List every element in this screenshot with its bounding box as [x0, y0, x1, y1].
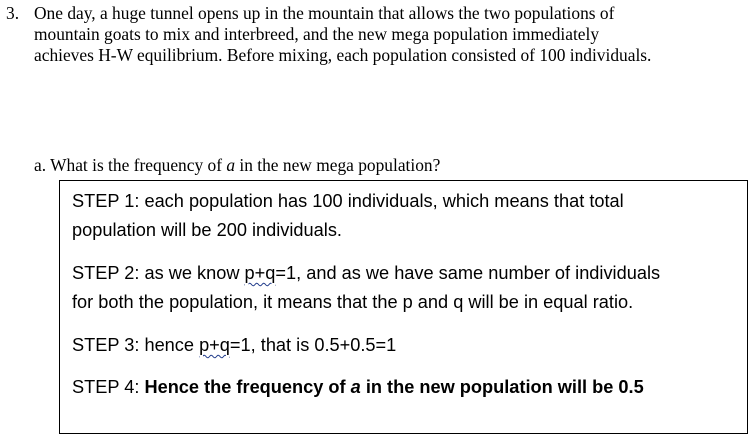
answer-box — [59, 180, 748, 434]
step-2-line-2: for both the population, it means that the p and q will be in equal ratio. — [72, 292, 634, 312]
step-4-line — [72, 373, 644, 402]
step-4 — [72, 373, 644, 402]
step-3-equation: p+q — [199, 335, 230, 355]
question-text — [34, 3, 749, 66]
step-4-answer-variable: a — [350, 377, 361, 397]
step-2-text-before: STEP 2: as we know — [72, 263, 245, 283]
step-1 — [72, 187, 624, 245]
question-number: 3. — [6, 3, 20, 23]
step-1-line-1: STEP 1: each population has 100 individuals, which means that total — [72, 191, 624, 211]
step-4-answer — [144, 377, 643, 397]
question-line-2: mountain goats to mix and interbreed, and the new mega population immediately — [34, 24, 600, 44]
step-4-answer-after: in the new population will be 0.5 — [360, 377, 644, 397]
step-3-text-before: STEP 3: hence — [72, 335, 200, 355]
step-4-label: STEP 4: — [72, 377, 145, 397]
sub-question-variable: a — [226, 155, 236, 175]
sub-question-prefix: a. What is the frequency of — [34, 155, 227, 175]
step-3 — [72, 331, 396, 360]
step-3-line — [72, 331, 396, 360]
step-2-equation: p+q — [244, 263, 276, 283]
question-line-3: achieves H-W equilibrium. Before mixing, each population consisted of 100 individuals. — [34, 45, 652, 65]
step-1-line-2: population will be 200 individuals. — [72, 220, 342, 240]
step-3-text-after: =1, that is 0.5+0.5=1 — [229, 335, 397, 355]
sub-question-suffix: in the new mega population? — [235, 155, 441, 175]
step-4-answer-before: Hence the frequency of — [144, 377, 351, 397]
question-line-1: One day, a huge tunnel opens up in the mountain that allows the two populations of — [34, 3, 615, 23]
step-2-line-1 — [72, 259, 660, 288]
step-2-text-after: =1, and as we have same number of individuals — [275, 263, 661, 283]
step-2 — [72, 259, 660, 317]
sub-question — [34, 155, 440, 176]
